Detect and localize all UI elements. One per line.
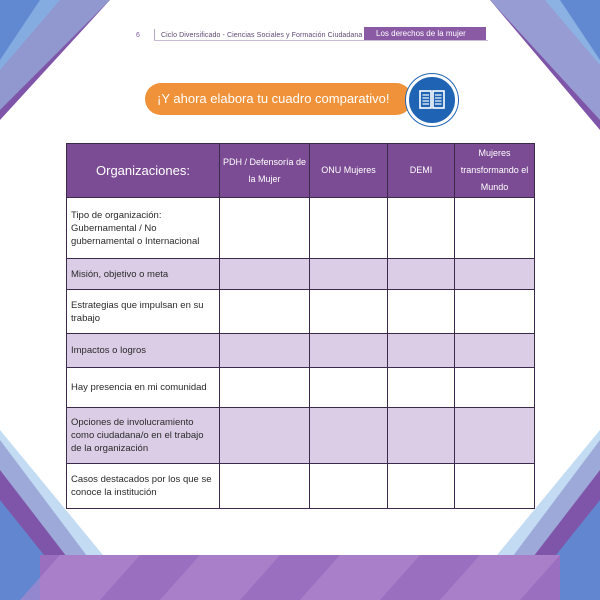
answer-cell[interactable]: [220, 334, 310, 368]
page-number: 6: [136, 31, 140, 39]
page-header: [136, 29, 466, 41]
comparison-table: [66, 143, 535, 509]
answer-cell[interactable]: [220, 259, 310, 290]
answer-cell[interactable]: [388, 290, 455, 334]
answer-cell[interactable]: [220, 368, 310, 408]
table-row: [67, 259, 535, 290]
row-label: Misión, objetivo o meta: [67, 259, 220, 290]
answer-cell[interactable]: [310, 464, 388, 509]
table-row: [67, 408, 535, 464]
answer-cell[interactable]: [310, 259, 388, 290]
answer-cell[interactable]: [455, 368, 535, 408]
row-label: Hay presencia en mi comunidad: [67, 368, 220, 408]
answer-cell[interactable]: [388, 368, 455, 408]
callout-text: ¡Y ahora elabora tu cuadro comparativo!: [157, 91, 390, 106]
series-title: Ciclo Diversificado - Ciencias Sociales y Formación Ciudadana: [161, 31, 363, 39]
answer-cell[interactable]: [388, 259, 455, 290]
open-book-icon: [406, 74, 458, 126]
column-header: DEMI: [388, 144, 455, 198]
answer-cell[interactable]: [220, 464, 310, 509]
column-header: PDH / Defensoría de la Mujer: [220, 144, 310, 198]
column-header: ONU Mujeres: [310, 144, 388, 198]
chapter-tab: Los derechos de la mujer: [364, 27, 486, 40]
answer-cell[interactable]: [220, 290, 310, 334]
activity-callout: [145, 83, 412, 115]
table-row: [67, 368, 535, 408]
table-row: [67, 290, 535, 334]
answer-cell[interactable]: [388, 408, 455, 464]
answer-cell[interactable]: [455, 334, 535, 368]
answer-cell[interactable]: [455, 464, 535, 509]
row-label: Estrategias que impulsan en su trabajo: [67, 290, 220, 334]
answer-cell[interactable]: [310, 290, 388, 334]
answer-cell[interactable]: [455, 290, 535, 334]
table-header-row: [67, 144, 535, 198]
answer-cell[interactable]: [455, 259, 535, 290]
row-label: Tipo de organización: Gubernamental / No gubernamental o Internacional: [67, 198, 220, 259]
answer-cell[interactable]: [455, 198, 535, 259]
column-header: Organizaciones:: [67, 144, 220, 198]
answer-cell[interactable]: [310, 408, 388, 464]
table-row: [67, 198, 535, 259]
answer-cell[interactable]: [388, 198, 455, 259]
answer-cell[interactable]: [220, 408, 310, 464]
row-label: Opciones de involucramiento como ciudadana/o en el trabajo de la organización: [67, 408, 220, 464]
answer-cell[interactable]: [388, 334, 455, 368]
table-row: [67, 464, 535, 509]
answer-cell[interactable]: [310, 334, 388, 368]
row-label: Casos destacados por los que se conoce la institución: [67, 464, 220, 509]
answer-cell[interactable]: [388, 464, 455, 509]
row-label: Impactos o logros: [67, 334, 220, 368]
answer-cell[interactable]: [310, 198, 388, 259]
header-rule: [154, 40, 488, 41]
table-row: [67, 334, 535, 368]
answer-cell[interactable]: [310, 368, 388, 408]
column-header: Mujeres transformando el Mundo: [455, 144, 535, 198]
answer-cell[interactable]: [220, 198, 310, 259]
answer-cell[interactable]: [455, 408, 535, 464]
